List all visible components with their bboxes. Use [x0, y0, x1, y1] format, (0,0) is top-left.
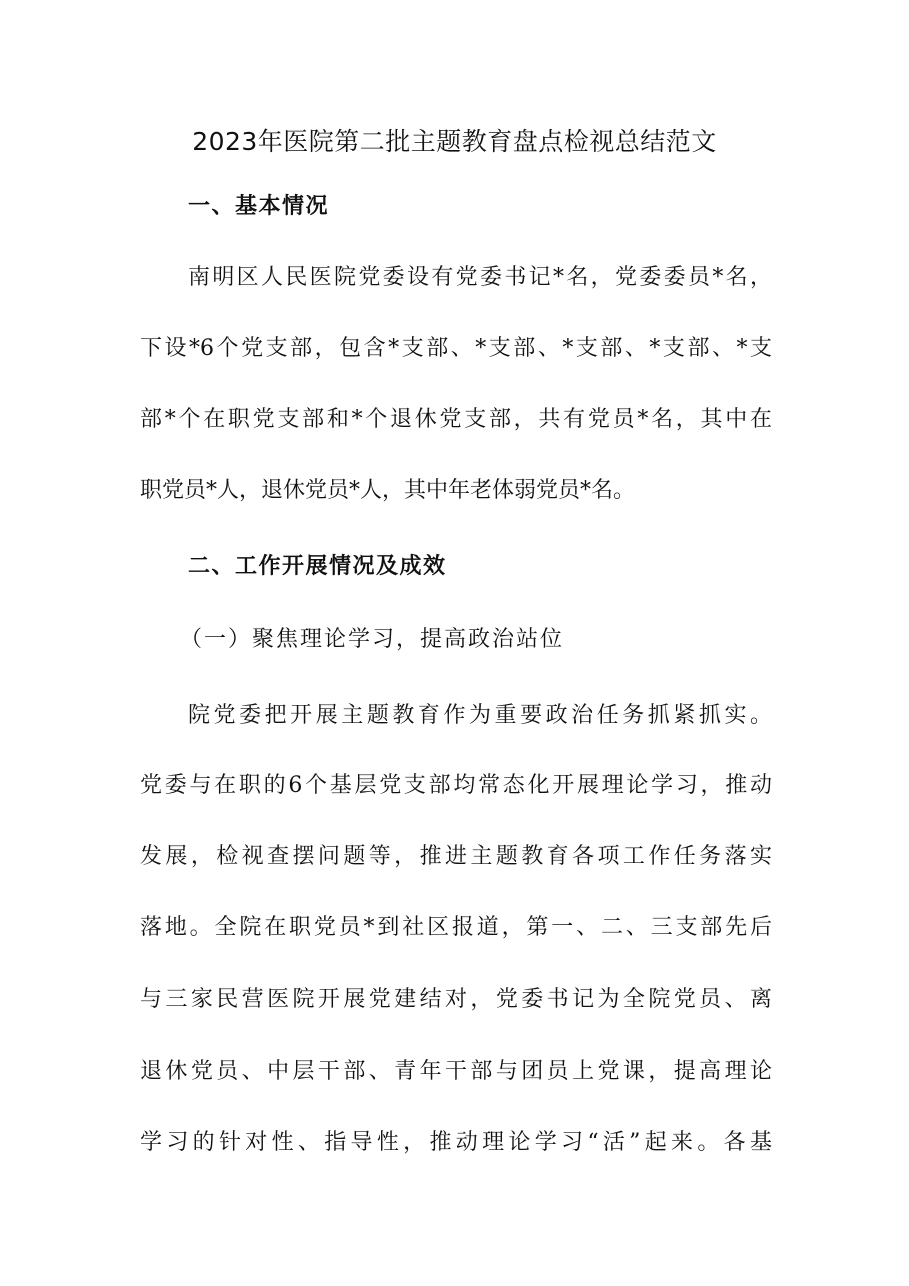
paragraph-line: 落地。全院在职党员*到社区报道，第一、二、三支部先后	[140, 915, 772, 940]
subsection-heading: （一）聚焦理论学习，提高政治站位	[180, 627, 565, 652]
paragraph-line: 学习的针对性、指导性，推动理论学习“活”起来。各基	[140, 1130, 772, 1155]
paragraph-line: 发展，检视查摆问题等，推进主题教育各项工作任务落实	[140, 844, 772, 869]
paragraph-line: 下设*6个党支部，包含*支部、*支部、*支部、*支部、*支	[140, 336, 772, 361]
paragraph-line: 院党委把开展主题教育作为重要政治任务抓紧抓实。	[188, 703, 772, 728]
section-heading-basic-situation: 一、基本情况	[188, 193, 330, 219]
paragraph-line: 退休党员、中层干部、青年干部与团员上党课，提高理论	[140, 1059, 772, 1084]
document-title: 2023年医院第二批主题教育盘点检视总结范文	[192, 127, 717, 156]
paragraph-line: 部*个在职党支部和*个退休党支部，共有党员*名，其中在	[140, 407, 772, 432]
paragraph-line: 南明区人民医院党委设有党委书记*名，党委委员*名，	[188, 265, 772, 290]
section-heading-work-progress: 二、工作开展情况及成效	[188, 553, 447, 579]
paragraph-line: 职党员*人，退休党员*人，其中年老体弱党员*名。	[140, 478, 636, 503]
paragraph-line: 与三家民营医院开展党建结对，党委书记为全院党员、离	[140, 987, 772, 1012]
paragraph-line: 党委与在职的6个基层党支部均常态化开展理论学习，推动	[140, 773, 772, 798]
